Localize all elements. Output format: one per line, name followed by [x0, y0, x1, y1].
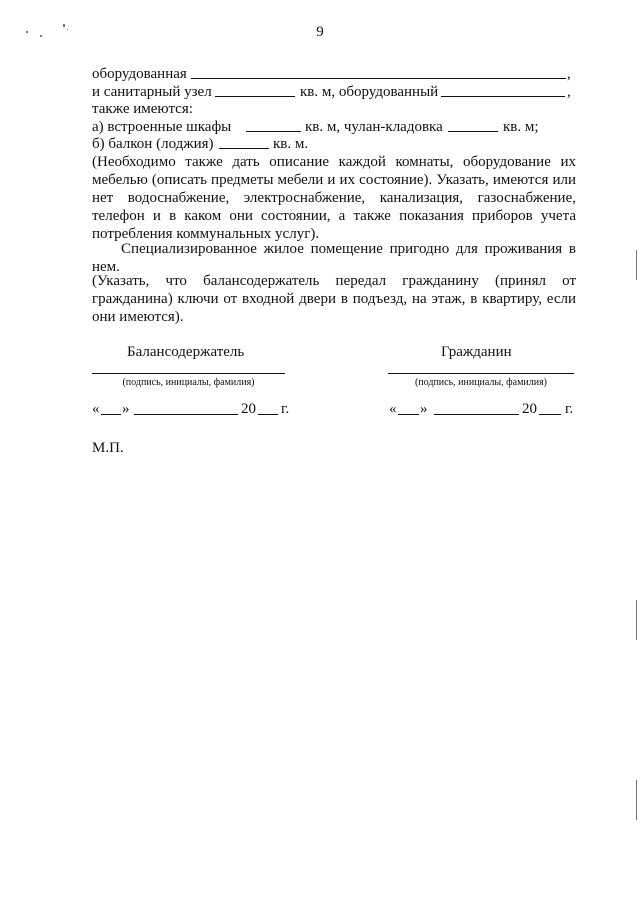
date-open-quote: « [389, 401, 397, 417]
signature-line-right [388, 373, 574, 374]
blank-day-right [398, 414, 419, 415]
blank-bathroom-area [215, 96, 295, 97]
date-close-quote: » [122, 401, 130, 417]
signature-caption-left: (подпись, инициалы, фамилия) [122, 377, 255, 388]
blank-equipped [191, 78, 566, 79]
blank-day-left [101, 414, 121, 415]
label-pantry: кв. м, чулан-кладовка [305, 119, 443, 135]
comma: , [567, 84, 571, 100]
label-sqm: кв. м. [273, 136, 309, 152]
blank-closets-area [246, 131, 301, 132]
suitability-statement: Специализированное жилое помещение пригодно для проживания в нем. [92, 241, 576, 275]
year-suffix: г. [281, 401, 290, 417]
label-closets: а) встроенные шкафы [92, 119, 232, 135]
signature-title-right: Гражданин [441, 344, 512, 360]
year-prefix: 20 [241, 401, 256, 417]
scan-edge-mark [636, 780, 637, 820]
year-prefix: 20 [522, 401, 537, 417]
signature-title-left: Балансодержатель [127, 344, 245, 360]
scan-edge-mark [636, 250, 637, 280]
stamp-place: М.П. [92, 440, 124, 456]
date-open-quote: « [92, 401, 100, 417]
description-note: (Необходимо также дать описание каждой комнаты, оборудование их мебелью (описать предметы мебели и их состояние). Указать, имеются или нет водоснабжение, электроснабжение, канализация, газоснабжение, телефон и в каком они состоянии, а также показания приборов учета потребления коммунальных услуг). [92, 154, 576, 242]
comma: , [567, 66, 571, 82]
blank-pantry-area [448, 131, 498, 132]
label-balcony: б) балкон (лоджия) [92, 136, 214, 152]
scan-edge-mark [636, 600, 637, 640]
page-number: 9 [316, 24, 324, 40]
label-bathroom: и санитарный узел [92, 84, 212, 100]
blank-month-right [434, 414, 519, 415]
blank-bathroom-equipment [441, 96, 565, 97]
label-bathroom-equipped: кв. м, оборудованный [300, 84, 439, 100]
label-also-present: также имеются: [92, 101, 193, 117]
signature-line-left [92, 373, 285, 374]
year-suffix: г. [565, 401, 574, 417]
blank-month-left [134, 414, 238, 415]
blank-balcony-area [219, 148, 269, 149]
label-sqm: кв. м; [503, 119, 539, 135]
blank-year-left [258, 414, 278, 415]
keys-note: (Указать, что балансодержатель передал гражданину (принял от гражданина) ключи от входной двери в подъезд, на этаж, в квартиру, если они имеются). [92, 273, 576, 325]
label-equipped: оборудованная [92, 66, 187, 82]
signature-caption-right: (подпись, инициалы, фамилия) [414, 377, 548, 388]
date-close-quote: » [420, 401, 428, 417]
blank-year-right [539, 414, 561, 415]
